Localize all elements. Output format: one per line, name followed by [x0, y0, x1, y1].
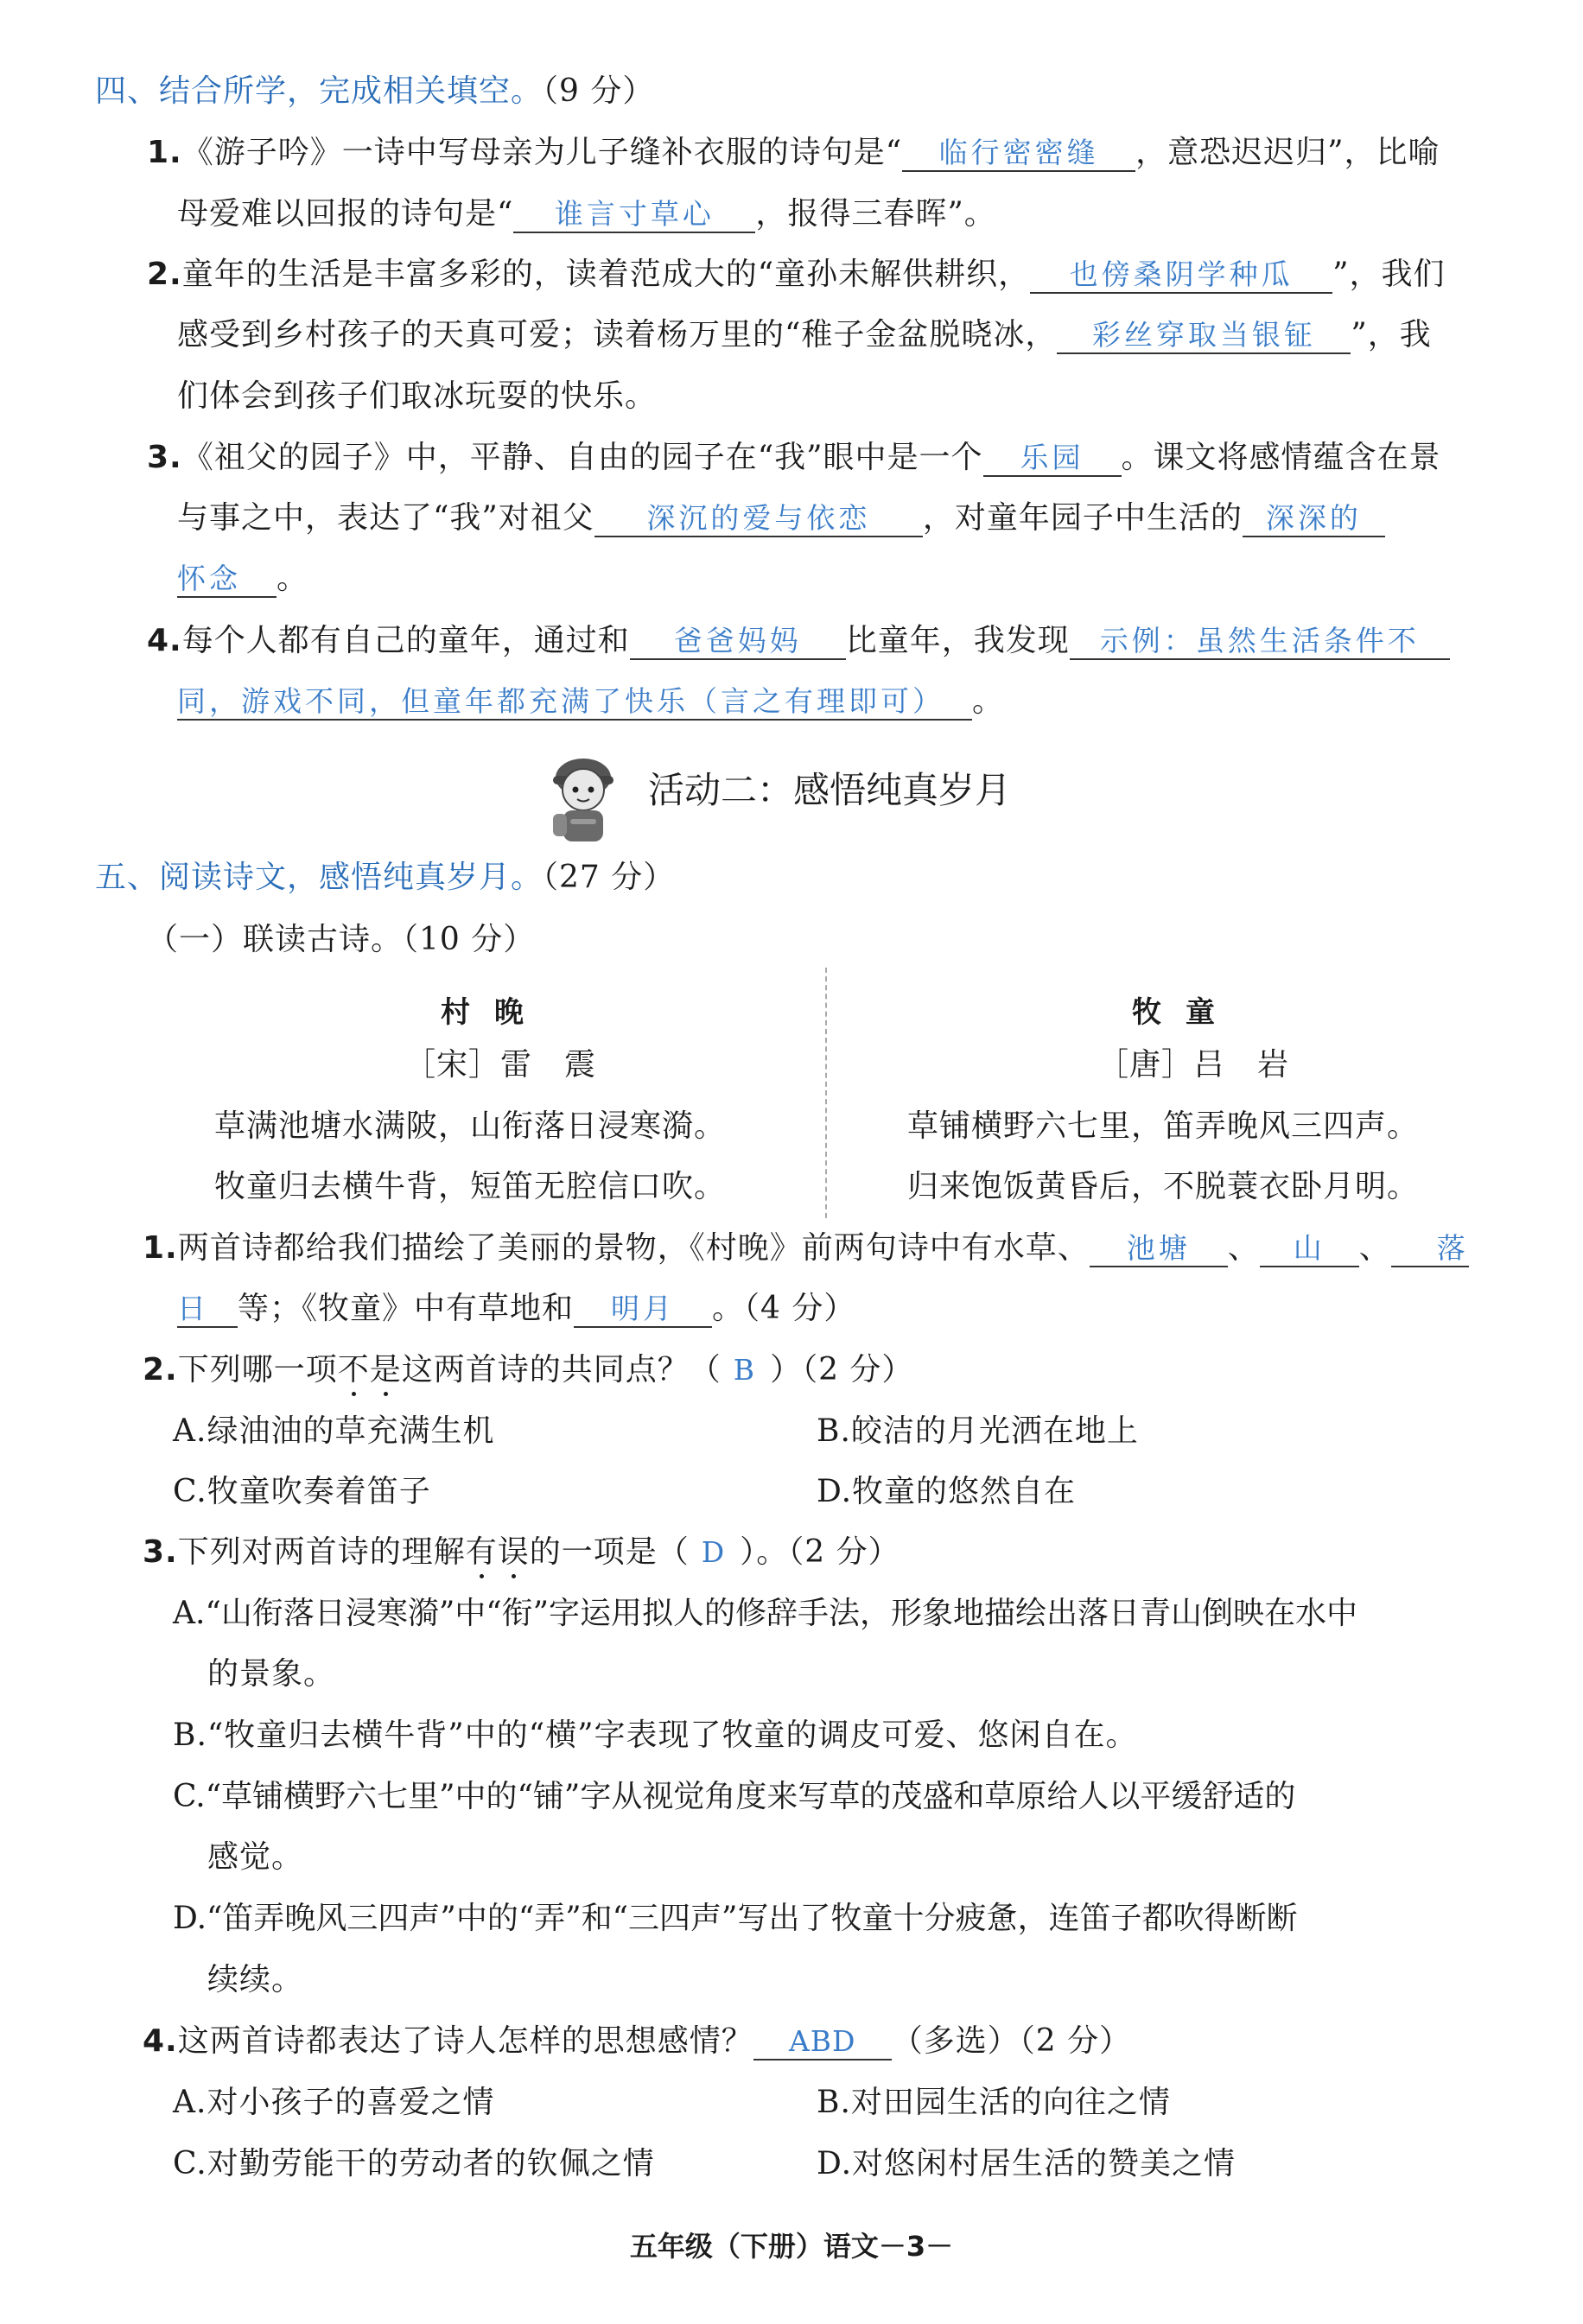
q5-4-option-b: B.对田园生活的向往之情 — [817, 2085, 1171, 2120]
q5-2-option-d: D.牧童的悠然自在 — [817, 1474, 1077, 1509]
answer-blank — [1090, 1231, 1228, 1267]
answer-blank — [902, 136, 1135, 172]
question-number: 1. — [143, 1230, 178, 1266]
text: 下列哪一项 — [177, 1352, 338, 1387]
answer-text: 怀念 — [177, 562, 241, 595]
answer-text: 彩丝穿取当银钲 — [1091, 318, 1316, 352]
text: 的一项是（ — [529, 1534, 690, 1570]
question-number: 4. — [147, 623, 182, 658]
q4-2-line3 — [177, 379, 657, 414]
q5-3-option-d-line1: D.“笛弄晚风三四声”中的“弄”和“三四声”写出了牧童十分疲惫，连笛子都吹得断断 — [173, 1901, 1298, 1936]
q5-3-option-d-line2: 续续。 — [207, 1962, 304, 1997]
question-number: 2. — [147, 257, 182, 292]
answer-text: 山 — [1293, 1231, 1326, 1265]
poem-2-line-1: 草铺横野六七里，笛弄晚风三四声。 — [907, 1108, 1420, 1144]
section-4-title: 四、结合所学，完成相关填空。 — [95, 73, 544, 109]
answer-text: 深深的 — [1265, 501, 1362, 535]
q5-3-stem — [143, 1535, 900, 1570]
q5-1-line1 — [143, 1231, 1469, 1267]
text: ”，我 — [1351, 317, 1432, 352]
q5-2-option-b: B.皎洁的月光洒在地上 — [817, 1413, 1139, 1449]
text: 每个人都有自己的童年，通过和 — [181, 623, 630, 658]
section-5-title: 五、阅读诗文，感悟纯真岁月。 — [95, 860, 544, 895]
poem-divider — [825, 968, 827, 1218]
text: 感受到乡村孩子的天真可爱；读着杨万里的“稚子金盆脱晓冰， — [177, 317, 1058, 352]
answer-blank — [177, 1292, 238, 1328]
answer-text: 深沉的爱与依恋 — [646, 501, 871, 535]
q4-2-line1 — [147, 257, 1446, 294]
q5-2-option-a: A.绿油油的草充满生机 — [173, 1413, 495, 1449]
answer-blank — [574, 1292, 712, 1328]
text: ”，我们 — [1332, 257, 1446, 292]
child-mascot-illustration — [536, 745, 631, 848]
answer-blank — [983, 441, 1122, 477]
text: 《祖父的园子》中，平静、自由的园子在“我”眼中是一个 — [181, 440, 983, 475]
section-5-heading — [95, 860, 675, 895]
text: 这两首诗都表达了诗人怎样的思想感情？ — [177, 2023, 753, 2059]
q5-4-option-c: C.对勤劳能干的劳动者的钦佩之情 — [173, 2146, 655, 2181]
question-number: 1. — [147, 135, 182, 170]
q4-2-line2 — [177, 318, 1432, 354]
answer-blank — [513, 197, 755, 233]
q4-1-line2 — [177, 197, 996, 233]
answer-blank — [177, 684, 972, 721]
child-mascot-icon — [536, 745, 631, 848]
emphasis-char: 误 — [497, 1534, 530, 1570]
q5-4-option-a: A.对小孩子的喜爱之情 — [173, 2085, 495, 2120]
answer-text: 谁言寸草心 — [554, 197, 715, 231]
question-number: 2. — [143, 1352, 178, 1387]
text: 、 — [1227, 1230, 1260, 1266]
q5-3-option-a-line2: 的景象。 — [207, 1656, 336, 1692]
q4-3-line3 — [177, 562, 308, 598]
answer-blank — [177, 562, 277, 598]
q5-4-stem — [143, 2024, 1131, 2060]
poem-2-author: ［唐］吕 岩 — [1097, 1047, 1290, 1083]
page-footer: 五年级（下册）语文－3－ — [629, 2230, 954, 2263]
q4-3-line2 — [177, 501, 1385, 537]
answer-text: 池塘 — [1126, 1231, 1191, 1265]
answer-blank — [1260, 1231, 1359, 1267]
text: 童年的生活是丰富多彩的，读着范成大的“童孙未解供耕织， — [181, 257, 1031, 292]
poem-1-line-2: 牧童归去横牛背，短笛无腔信口吹。 — [214, 1169, 727, 1204]
poem-1-author: ［宋］雷 震 — [404, 1047, 597, 1083]
answer-text: 乐园 — [1020, 441, 1084, 474]
q5-2-option-c: C.牧童吹奏着笛子 — [173, 1474, 431, 1509]
poem-1-title: 村晚 — [441, 995, 548, 1030]
text: （多选）（2 分） — [891, 2023, 1132, 2059]
answer-blank — [594, 501, 923, 537]
text: 等；《牧童》中有草地和 — [238, 1291, 575, 1326]
answer-text: ABD — [788, 2024, 856, 2058]
text: 。 — [277, 561, 309, 596]
answer-choice: B — [733, 1353, 759, 1387]
q5-1-line2 — [177, 1292, 855, 1328]
text: 《游子吟》一诗中写母亲为儿子缝补衣服的诗句是“ — [181, 135, 903, 170]
answer-blank — [1243, 501, 1385, 537]
emphasis-char: 不 — [337, 1352, 370, 1387]
poem-2-title: 牧童 — [1132, 995, 1239, 1030]
q5-3-option-c-line1: C.“草铺横野六七里”中的“铺”字从视觉角度来写草的茂盛和草原给人以平缓舒适的 — [173, 1779, 1296, 1814]
q5-3-option-a-line1: A.“山衔落日浸寒漪”中“衔”字运用拟人的修辞手法，形象地描绘出落日青山倒映在水中 — [173, 1596, 1358, 1631]
text: 。（4 分） — [712, 1291, 856, 1326]
poem-1-line-1: 草满池塘水满陂，山衔落日浸寒漪。 — [214, 1108, 727, 1144]
q5-2-stem — [143, 1353, 913, 1387]
text: ，意恐迟迟归”，比喻 — [1135, 135, 1440, 170]
answer-blank — [1391, 1231, 1469, 1267]
question-number: 4. — [143, 2023, 178, 2059]
text: 下列对两首诗的理解 — [177, 1534, 466, 1570]
text: ）（2 分） — [770, 1352, 914, 1387]
answer-text: 示例：虽然生活条件不 — [1099, 624, 1420, 657]
answer-blank — [1070, 624, 1450, 660]
answer-text: 日 — [177, 1292, 209, 1325]
q5-4-option-d: D.对悠闲村居生活的赞美之情 — [817, 2146, 1237, 2181]
q5-3-option-c-line2: 感觉。 — [207, 1839, 304, 1875]
section-4-points: （9 分） — [543, 73, 655, 109]
q4-4-line1 — [147, 624, 1450, 660]
answer-text: 临行密密缝 — [938, 136, 1099, 169]
emphasis-char: 有 — [465, 1534, 498, 1570]
question-number: 3. — [143, 1534, 178, 1570]
q4-1-line1 — [147, 136, 1440, 172]
text: 比童年，我发现 — [845, 623, 1070, 658]
text: ，对童年园子中生活的 — [922, 500, 1243, 536]
answer-text: 爸爸妈妈 — [673, 624, 802, 657]
part-1-label: （一）联读古诗。（10 分） — [147, 922, 536, 957]
activity-2-title: 活动二：感悟纯真岁月 — [648, 769, 1012, 811]
text: 。 — [972, 683, 1005, 719]
answer-blank — [753, 2024, 892, 2060]
answer-text: 落 — [1436, 1231, 1469, 1265]
answer-choice: D — [701, 1535, 728, 1569]
text: 与事之中，表达了“我”对祖父 — [177, 500, 594, 536]
text: 。课文将感情蕴含在景 — [1121, 440, 1441, 475]
q4-4-line2 — [177, 684, 1004, 721]
q4-3-line1 — [147, 441, 1441, 477]
section-5-points: （27 分） — [543, 860, 676, 895]
section-4-heading — [95, 74, 654, 109]
answer-text: 明月 — [611, 1292, 676, 1325]
answer-blank — [1057, 318, 1351, 354]
q5-3-option-b: B.“牧童归去横牛背”中的“横”字表现了牧童的调皮可爱、悠闲自在。 — [173, 1718, 1138, 1753]
text: ，报得三春晖”。 — [755, 196, 996, 232]
text: 这两首诗的共同点？（ — [401, 1352, 722, 1387]
text: 们体会到孩子们取冰玩耍的快乐。 — [177, 378, 658, 414]
text: ）。（2 分） — [740, 1534, 900, 1570]
answer-blank — [1030, 257, 1332, 294]
text: 母爱难以回报的诗句是“ — [177, 196, 514, 232]
question-number: 3. — [147, 440, 182, 475]
emphasis-char: 是 — [369, 1352, 402, 1387]
text: 、 — [1358, 1230, 1391, 1266]
answer-text: 也傍桑阴学种瓜 — [1069, 257, 1294, 291]
poem-2-line-2: 归来饱饭黄昏后，不脱蓑衣卧月明。 — [907, 1169, 1420, 1204]
text: 两首诗都给我们描绘了美丽的景物，《村晚》前两句诗中有水草、 — [177, 1230, 1090, 1266]
answer-text: 同，游戏不同，但童年都充满了快乐（言之有理即可） — [177, 684, 944, 718]
answer-blank — [630, 624, 846, 660]
